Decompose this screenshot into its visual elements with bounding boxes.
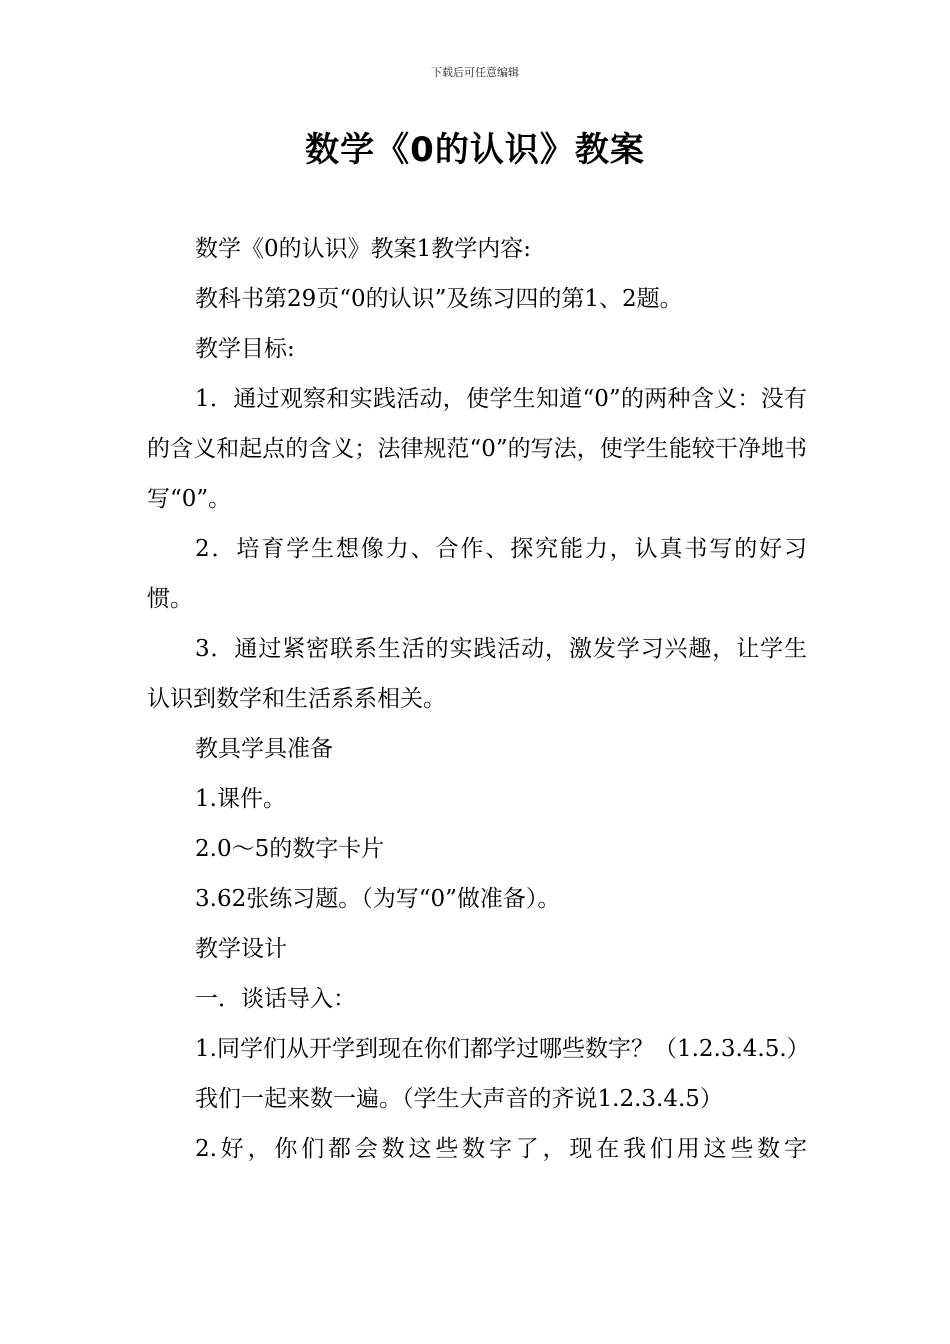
paragraph-section-1-heading: 一．谈话导入： [195, 986, 356, 1012]
paragraph-goal-2: 2．培育学生想像力、合作、探究能力，认真书写的好习惯。 [147, 536, 807, 612]
document-title: 数学《0的认识》教案 [305, 130, 645, 170]
paragraph-count-together: 我们一起来数一遍。（学生大声音的齐说1.2.3.4.5） [195, 1086, 723, 1112]
paragraph-material-1: 1.课件。 [195, 786, 286, 812]
paragraph-content: 教科书第29页“0的认识”及练习四的第1、2题。 [195, 286, 683, 312]
paragraph-step-1: 1.同学们从开学到现在你们都学过哪些数字？（1.2.3.4.5.） [195, 1036, 810, 1062]
paragraph-material-3: 3.62张练习题。（为写“0”做准备）。 [195, 886, 561, 912]
paragraph-intro: 数学《0的认识》教案1教学内容: [195, 236, 532, 262]
paragraph-design-heading: 教学设计 [195, 936, 287, 962]
paragraph-goal-1: 1．通过观察和实践活动，使学生知道“0”的两种含义：没有的含义和起点的含义；法律规范“0”的写法，使学生能较干净地书写“0”。 [147, 386, 807, 512]
paragraph-materials-heading: 教具学具准备 [195, 736, 333, 762]
page-header-note: 下载后可任意编辑 [431, 66, 519, 79]
paragraph-step-2: 2.好，你们都会数这些数字了，现在我们用这些数字 [195, 1136, 807, 1162]
paragraph-material-2: 2.0～5的数字卡片 [195, 836, 385, 862]
document-body [147, 224, 810, 1174]
paragraph-goal-3: 3．通过紧密联系生活的实践活动，激发学习兴趣，让学生认识到数学和生活系系相关。 [147, 636, 807, 712]
paragraph-goals-heading: 教学目标: [195, 336, 295, 362]
